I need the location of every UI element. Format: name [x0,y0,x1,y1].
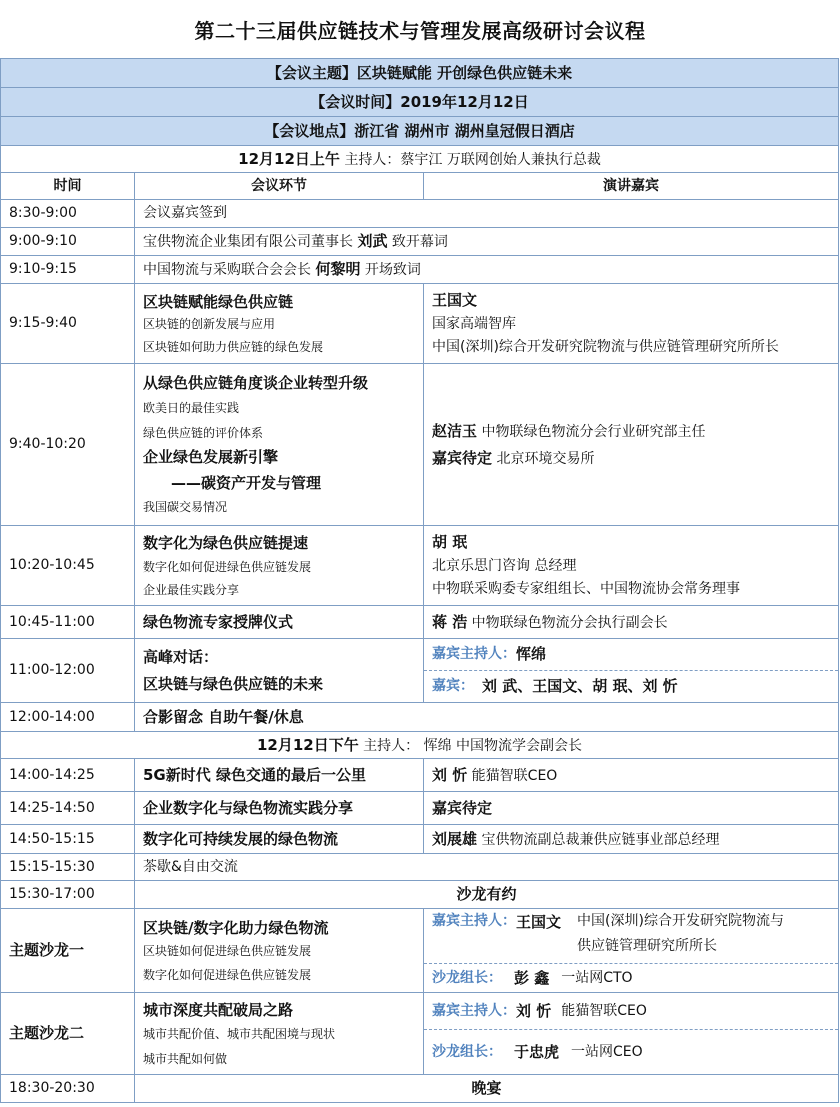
speaker-name: 刘 忻 [432,765,468,784]
afternoon-header [1,732,839,759]
row-session: 合影留念 自助午餐/休息 [135,703,839,732]
row-session [135,909,424,993]
conference-place: 【会议地点】浙江省 湖州市 湖州皇冠假日酒店 [1,117,839,146]
speaker-org: 中物联绿色物流分会执行副会长 [467,614,668,631]
table-row [1,364,839,526]
afternoon-host: 主持人： 恽绵 中国物流学会副会长 [363,737,583,754]
speaker-title: 中国(深圳)综合开发研究院物流与供应链管理研究所所长 [432,338,779,355]
speaker-name: 刘武 [357,232,388,251]
speaker-name: 胡 珉 [432,533,468,552]
session-subtitle: 我国碳交易情况 [143,500,228,515]
afternoon-label: 12月12日下午 [256,735,359,754]
session-subtitle: 数字化如何促进绿色供应链发展 [143,968,312,983]
time-row [1,88,839,117]
table-row [1,256,839,284]
session-title: 区块链/数字化助力绿色物流 [143,918,329,937]
morning-header [1,146,839,173]
row-speaker [424,526,839,606]
row-session [135,364,424,526]
row-time: 14:25-14:50 [1,792,135,825]
lead-org: 一站网CEO [571,1043,643,1060]
title-bar [0,0,840,58]
row-time: 15:15-15:30 [1,854,135,881]
salon-row [1,993,839,1075]
col-time: 时间 [1,173,135,200]
host-name: 恽绵 [516,645,547,664]
row-session: 茶歇&自由交流 [135,854,839,881]
host-label: 嘉宾主持人： [432,913,516,929]
table-row [1,284,839,364]
row-time: 14:50-15:15 [1,825,135,854]
table-row [1,759,839,792]
host-label: 嘉宾主持人： [432,646,516,663]
table-row [1,200,839,228]
row-session [135,639,424,703]
row-session [135,284,424,364]
session-title: ——碳资产开发与管理 [171,474,322,493]
row-speaker [424,909,839,993]
row-session: 数字化可持续发展的绿色物流 [135,825,424,854]
table-row [1,881,839,909]
row-session: 晚宴 [135,1075,839,1103]
session-title: 高峰对话： [143,648,219,667]
row-session [135,993,424,1075]
row-time: 10:20-10:45 [1,526,135,606]
conference-time: 【会议时间】2019年12月12日 [1,88,839,117]
lead-org: 一站网CTO [561,969,633,986]
lead-name: 彭 鑫 [514,968,550,987]
speaker-org: 北京环境交易所 [492,450,595,467]
session-title: 城市深度共配破局之路 [143,1001,294,1020]
speaker-name: 蒋 浩 [432,612,468,631]
table-row [1,1075,839,1103]
page-title: 第二十三届供应链技术与管理发展高级研讨会议程 [194,18,646,43]
session-subtitle: 绿色供应链的评价体系 [143,425,264,440]
table-row [1,825,839,854]
morning-label: 12月12日上午 [238,149,340,168]
row-speaker [424,639,839,703]
morning-host: 主持人：蔡宇江 万联网创始人兼执行总裁 [344,151,601,168]
host-org: 能猫智联CEO [561,1002,647,1019]
host-org: 中国(深圳)综合开发研究院物流与 [577,913,784,929]
row-session: 中国物流与采购联合会会长 何黎明 开场致词 [135,256,839,284]
session-subtitle: 企业最佳实践分享 [143,582,240,597]
speaker-org: 中物联绿色物流分会行业研究部主任 [477,423,706,440]
table-row [1,639,839,703]
row-session [135,526,424,606]
host-label: 嘉宾主持人： [432,1002,516,1019]
row-speaker [424,364,839,526]
col-speaker: 演讲嘉宾 [424,173,839,200]
place-row [1,117,839,146]
lead-name: 于忠虎 [514,1042,560,1061]
salon-label: 主题沙龙二 [1,993,135,1075]
session-subtitle: 区块链如何助力供应链的绿色发展 [143,339,324,354]
session-subtitle: 区块链如何促进绿色供应链发展 [143,943,312,958]
speaker-org: 北京乐思门咨询 总经理 [432,557,577,574]
row-session: 企业数字化与绿色物流实践分享 [135,792,424,825]
agenda-table [0,58,839,1103]
session-title: 区块链赋能绿色供应链 [143,293,294,312]
host-name: 刘 忻 [516,1001,552,1020]
row-speaker [424,759,839,792]
row-time: 18:30-20:30 [1,1075,135,1103]
session-subtitle: 区块链的创新发展与应用 [143,317,276,332]
row-time: 12:00-14:00 [1,703,135,732]
session-subtitle: 城市共配如何做 [143,1051,228,1066]
column-header-row [1,173,839,200]
row-time: 9:00-9:10 [1,228,135,256]
table-row [1,792,839,825]
speaker-org: 能猫智联CEO [467,767,558,784]
speaker-org: 宝供物流副总裁兼供应链事业部总经理 [477,831,720,848]
session-subtitle: 数字化如何促进绿色供应链发展 [143,560,312,575]
row-time: 9:15-9:40 [1,284,135,364]
row-time: 14:00-14:25 [1,759,135,792]
row-session: 沙龙有约 [135,881,839,909]
table-row [1,228,839,256]
session-subtitle: 城市共配价值、城市共配困境与现状 [143,1027,336,1042]
session-title: 从绿色供应链角度谈企业转型升级 [143,374,369,393]
row-session: 会议嘉宾签到 [135,200,839,228]
host-org: 供应链管理研究所所长 [577,937,718,954]
row-speaker [424,825,839,854]
speaker-org: 国家高端智库 [432,315,516,332]
guest-label: 嘉宾： [432,678,474,695]
row-session: 5G新时代 绿色交通的最后一公里 [135,759,424,792]
row-time: 11:00-12:00 [1,639,135,703]
lead-label: 沙龙组长： [432,1043,502,1060]
salon-row [1,909,839,993]
row-time: 9:10-9:15 [1,256,135,284]
row-speaker: 嘉宾待定 [424,792,839,825]
row-speaker [424,606,839,639]
theme-row [1,59,839,88]
conference-theme: 【会议主题】区块链赋能 开创绿色供应链未来 [1,59,839,88]
guest-names: 刘 武、王国文、胡 珉、刘 忻 [482,677,678,696]
speaker-title: 中物联采购委专家组组长、中国物流协会常务理事 [432,580,740,597]
session-title: 数字化为绿色供应链提速 [143,534,309,553]
speaker-name: 何黎明 [315,260,361,279]
row-speaker [424,284,839,364]
session-title: 区块链与绿色供应链的未来 [143,674,324,693]
host-name: 王国文 [516,913,562,931]
table-row [1,526,839,606]
speaker-name: 刘展雄 [432,829,478,848]
col-session: 会议环节 [135,173,424,200]
row-session: 宝供物流企业集团有限公司董事长 刘武 致开幕词 [135,228,839,256]
row-time: 9:40-10:20 [1,364,135,526]
speaker-name: 王国文 [432,291,478,310]
table-row [1,606,839,639]
salon-label: 主题沙龙一 [1,909,135,993]
lead-label: 沙龙组长： [432,969,502,986]
session-subtitle: 欧美日的最佳实践 [143,400,240,415]
row-time: 8:30-9:00 [1,200,135,228]
speaker-name: 嘉宾待定 [432,448,493,467]
session-title: 企业绿色发展新引擎 [143,447,279,466]
row-speaker [424,993,839,1075]
row-time: 15:30-17:00 [1,881,135,909]
row-session: 绿色物流专家授牌仪式 [135,606,424,639]
row-time: 10:45-11:00 [1,606,135,639]
table-row [1,854,839,881]
speaker-name: 赵洁玉 [432,421,478,440]
table-row [1,703,839,732]
